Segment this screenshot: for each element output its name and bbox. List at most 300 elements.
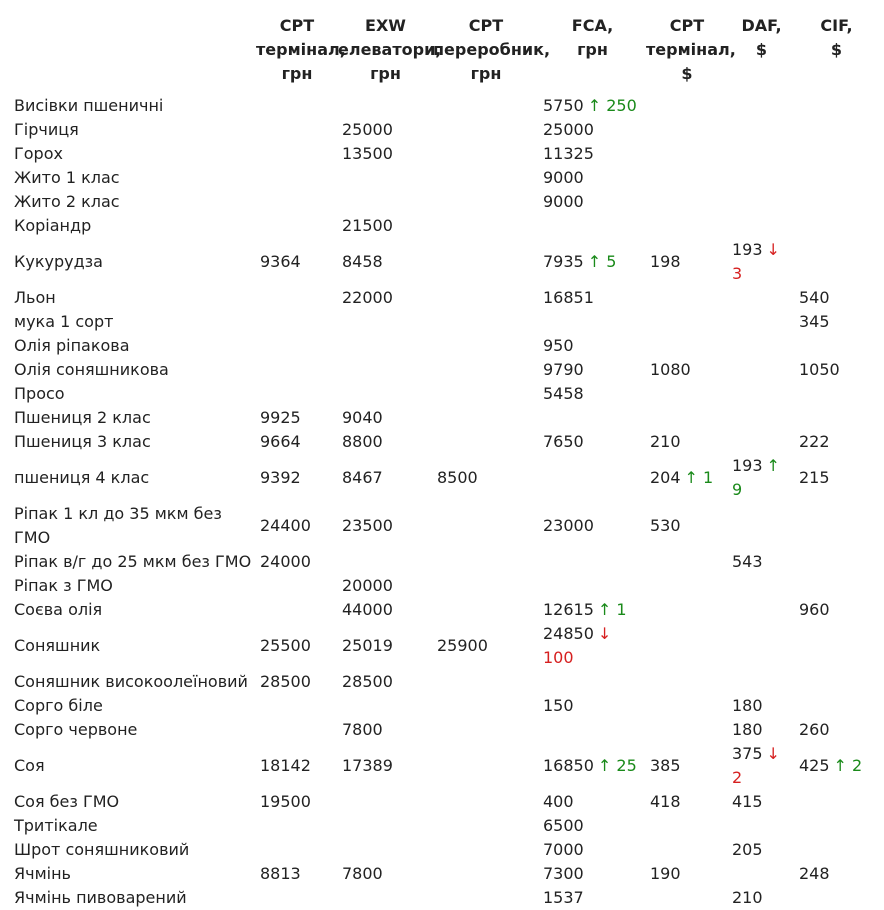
fca-uah-cell (539, 814, 646, 838)
product-name (10, 406, 256, 430)
product-name (10, 286, 256, 310)
daf-usd-cell (728, 814, 795, 838)
fca-uah-cell (539, 406, 646, 430)
cpt-terminal-uah-cell (256, 382, 338, 406)
daf-usd-cell (728, 142, 795, 166)
price-value: 415 (732, 792, 763, 811)
exw-elevators-uah-cell (338, 718, 433, 742)
cpt-terminal-uah-cell (256, 622, 338, 670)
cpt-terminal-usd-cell (646, 502, 728, 550)
product-label: Коріандр (14, 216, 92, 235)
product-label: Соя без ГМО (14, 792, 120, 811)
table-row (10, 622, 878, 670)
cpt-terminal-uah-cell (256, 358, 338, 382)
price-value: 198 (650, 252, 681, 271)
cpt-processor-uah-cell (433, 142, 539, 166)
cpt-processor-uah-cell (433, 694, 539, 718)
daf-usd-cell (728, 382, 795, 406)
price-value: 1080 (650, 360, 691, 379)
cif-usd-cell (795, 670, 878, 694)
cif-usd-cell (795, 430, 878, 454)
price-value: 210 (650, 432, 681, 451)
cpt-terminal-usd-cell (646, 598, 728, 622)
table-row (10, 454, 878, 502)
table-row (10, 718, 878, 742)
fca-uah-cell (539, 694, 646, 718)
exw-elevators-uah-cell (338, 430, 433, 454)
cpt-terminal-uah-cell (256, 334, 338, 358)
cpt-terminal-usd-cell (646, 286, 728, 310)
price-value: 7300 (543, 864, 584, 883)
daf-usd-cell (728, 286, 795, 310)
product-name (10, 430, 256, 454)
fca-uah-cell (539, 454, 646, 502)
cif-usd-cell (795, 694, 878, 718)
cpt-processor-uah-cell (433, 862, 539, 886)
fca-uah-cell (539, 430, 646, 454)
daf-usd-cell (728, 454, 795, 502)
cpt-processor-uah-cell (433, 550, 539, 574)
cpt-processor-uah-cell (433, 814, 539, 838)
product-name (10, 238, 256, 286)
cpt-processor-uah-cell (433, 838, 539, 862)
cif-usd-cell (795, 550, 878, 574)
cpt-terminal-uah-cell (256, 886, 338, 910)
cif-usd-cell (795, 286, 878, 310)
price-change-down: ↓ 100 (543, 624, 612, 667)
cpt-terminal-uah-cell (256, 454, 338, 502)
product-name (10, 838, 256, 862)
daf-usd-cell (728, 742, 795, 790)
fca-uah-cell (539, 142, 646, 166)
fca-uah-cell (539, 334, 646, 358)
product-label: мука 1 сорт (14, 312, 114, 331)
price-change-up: ↑ 5 (587, 252, 617, 271)
exw-elevators-uah-cell (338, 670, 433, 694)
cif-usd-cell (795, 790, 878, 814)
price-value: 204 (650, 468, 681, 487)
product-label: Гірчиця (14, 120, 79, 139)
product-name (10, 118, 256, 142)
price-value: 385 (650, 756, 681, 775)
product-label: Пшениця 2 клас (14, 408, 151, 427)
price-value: 19500 (260, 792, 311, 811)
cpt-processor-uah-cell (433, 886, 539, 910)
table-body (10, 94, 878, 910)
header-daf-usd: DAF, $ (741, 16, 782, 59)
product-label: Соняшник (14, 636, 101, 655)
cpt-terminal-uah-cell (256, 862, 338, 886)
daf-usd-cell (728, 430, 795, 454)
cpt-processor-uah-cell (433, 310, 539, 334)
cpt-processor-uah-cell (433, 190, 539, 214)
table-row (10, 310, 878, 334)
daf-usd-cell (728, 550, 795, 574)
cpt-terminal-usd-cell (646, 670, 728, 694)
fca-uah-cell (539, 838, 646, 862)
fca-uah-cell (539, 742, 646, 790)
daf-usd-cell (728, 670, 795, 694)
fca-uah-cell (539, 118, 646, 142)
fca-uah-cell (539, 358, 646, 382)
fca-uah-cell (539, 214, 646, 238)
daf-usd-cell (728, 358, 795, 382)
product-label: Сорго червоне (14, 720, 138, 739)
cpt-terminal-uah-cell (256, 598, 338, 622)
price-value: 28500 (342, 672, 393, 691)
cpt-terminal-uah-cell (256, 574, 338, 598)
price-value: 418 (650, 792, 681, 811)
table-row (10, 886, 878, 910)
price-change-down: ↓ 2 (732, 744, 780, 787)
product-label: Горох (14, 144, 63, 163)
cif-usd-cell (795, 862, 878, 886)
cpt-terminal-uah-cell (256, 838, 338, 862)
table-row (10, 790, 878, 814)
price-table (10, 14, 878, 910)
price-value: 7800 (342, 720, 383, 739)
cpt-terminal-usd-cell (646, 622, 728, 670)
price-value: 9040 (342, 408, 383, 427)
fca-uah-cell (539, 382, 646, 406)
price-value: 7935 (543, 252, 584, 271)
price-value: 543 (732, 552, 763, 571)
header-cpt-processor-uah: CPT переробник, грн (433, 16, 551, 83)
table-row (10, 190, 878, 214)
cpt-terminal-usd-cell (646, 790, 728, 814)
product-name (10, 886, 256, 910)
product-name (10, 574, 256, 598)
daf-usd-cell (728, 574, 795, 598)
daf-usd-cell (728, 214, 795, 238)
cpt-processor-uah-cell (433, 382, 539, 406)
price-value: 222 (799, 432, 830, 451)
daf-usd-cell (728, 862, 795, 886)
price-change-up: ↑ 1 (597, 600, 627, 619)
fca-uah-cell (539, 310, 646, 334)
exw-elevators-uah-cell (338, 550, 433, 574)
cpt-terminal-uah-cell (256, 550, 338, 574)
price-value: 24850 (543, 624, 594, 643)
price-change-up: ↑ 25 (597, 756, 637, 775)
cpt-terminal-usd-cell (646, 694, 728, 718)
cpt-processor-uah-cell (433, 334, 539, 358)
cpt-processor-uah-cell (433, 574, 539, 598)
cpt-terminal-usd-cell (646, 862, 728, 886)
exw-elevators-uah-cell (338, 694, 433, 718)
cpt-terminal-usd-cell (646, 94, 728, 118)
cif-usd-cell (795, 190, 878, 214)
cpt-processor-uah-cell (433, 622, 539, 670)
product-name (10, 310, 256, 334)
price-value: 950 (543, 336, 574, 355)
price-value: 260 (799, 720, 830, 739)
daf-usd-cell (728, 310, 795, 334)
exw-elevators-uah-cell (338, 406, 433, 430)
cpt-processor-uah-cell (433, 742, 539, 790)
cif-usd-cell (795, 118, 878, 142)
table-row (10, 214, 878, 238)
price-value: 23500 (342, 516, 393, 535)
cpt-terminal-usd-cell (646, 574, 728, 598)
cpt-terminal-uah-cell (256, 94, 338, 118)
product-name (10, 334, 256, 358)
price-value: 193 (732, 456, 763, 475)
daf-usd-cell (728, 790, 795, 814)
table-row (10, 94, 878, 118)
price-value: 7800 (342, 864, 383, 883)
cpt-terminal-usd-cell (646, 838, 728, 862)
fca-uah-cell (539, 886, 646, 910)
fca-uah-cell (539, 598, 646, 622)
cpt-processor-uah-cell (433, 502, 539, 550)
price-change-up: ↑ 2 (833, 756, 863, 775)
product-name (10, 502, 256, 550)
cpt-processor-uah-cell (433, 598, 539, 622)
price-value: 5458 (543, 384, 584, 403)
price-value: 5750 (543, 96, 584, 115)
fca-uah-cell (539, 286, 646, 310)
price-value: 25000 (342, 120, 393, 139)
daf-usd-cell (728, 238, 795, 286)
fca-uah-cell (539, 190, 646, 214)
price-value: 44000 (342, 600, 393, 619)
product-name (10, 670, 256, 694)
price-change-down: ↓ 3 (732, 240, 780, 283)
cif-usd-cell (795, 814, 878, 838)
fca-uah-cell (539, 670, 646, 694)
product-name (10, 142, 256, 166)
product-label: Ріпак з ГМО (14, 576, 113, 595)
table-row (10, 334, 878, 358)
product-name (10, 862, 256, 886)
price-value: 8800 (342, 432, 383, 451)
daf-usd-cell (728, 166, 795, 190)
exw-elevators-uah-cell (338, 118, 433, 142)
product-label: Олія ріпакова (14, 336, 130, 355)
exw-elevators-uah-cell (338, 742, 433, 790)
product-label: Соя (14, 756, 45, 775)
cpt-terminal-uah-cell (256, 670, 338, 694)
product-name (10, 718, 256, 742)
price-value: 9000 (543, 168, 584, 187)
cpt-terminal-usd-cell (646, 430, 728, 454)
product-name (10, 814, 256, 838)
fca-uah-cell (539, 502, 646, 550)
exw-elevators-uah-cell (338, 142, 433, 166)
header-cpt-terminal-uah: CPT термінал, грн (256, 16, 346, 83)
price-value: 8813 (260, 864, 301, 883)
cpt-terminal-uah-cell (256, 430, 338, 454)
exw-elevators-uah-cell (338, 862, 433, 886)
exw-elevators-uah-cell (338, 190, 433, 214)
cif-usd-cell (795, 886, 878, 910)
cpt-terminal-uah-cell (256, 238, 338, 286)
product-label: Кукурудза (14, 252, 103, 271)
price-value: 8500 (437, 468, 478, 487)
daf-usd-cell (728, 94, 795, 118)
product-name (10, 190, 256, 214)
price-value: 25500 (260, 636, 311, 655)
cpt-processor-uah-cell (433, 454, 539, 502)
price-value: 8458 (342, 252, 383, 271)
header-exw-elevators-uah: EXW елеватори, грн (338, 16, 442, 83)
table-row (10, 502, 878, 550)
exw-elevators-uah-cell (338, 886, 433, 910)
cif-usd-cell (795, 742, 878, 790)
product-name (10, 622, 256, 670)
price-value: 24000 (260, 552, 311, 571)
price-value: 9000 (543, 192, 584, 211)
price-value: 150 (543, 696, 574, 715)
price-value: 530 (650, 516, 681, 535)
product-label: Соняшник високоолеїновий (14, 672, 248, 691)
daf-usd-cell (728, 838, 795, 862)
cpt-terminal-uah-cell (256, 214, 338, 238)
price-value: 375 (732, 744, 763, 763)
cpt-terminal-usd-cell (646, 886, 728, 910)
cif-usd-cell (795, 502, 878, 550)
cpt-terminal-uah-cell (256, 502, 338, 550)
fca-uah-cell (539, 550, 646, 574)
cpt-terminal-uah-cell (256, 190, 338, 214)
price-value: 425 (799, 756, 830, 775)
cpt-terminal-usd-cell (646, 814, 728, 838)
product-label: Ячмінь (14, 864, 71, 883)
price-value: 960 (799, 600, 830, 619)
header-cif-usd: CIF, $ (820, 16, 853, 59)
exw-elevators-uah-cell (338, 622, 433, 670)
cpt-processor-uah-cell (433, 118, 539, 142)
header-row (10, 14, 878, 94)
price-value: 215 (799, 468, 830, 487)
cpt-processor-uah-cell (433, 670, 539, 694)
price-change-up: ↑ 9 (732, 456, 780, 499)
exw-elevators-uah-cell (338, 574, 433, 598)
cpt-terminal-uah-cell (256, 694, 338, 718)
table-row (10, 166, 878, 190)
product-name (10, 94, 256, 118)
cif-usd-cell (795, 94, 878, 118)
cpt-processor-uah-cell (433, 166, 539, 190)
cpt-terminal-usd-cell (646, 550, 728, 574)
product-label: Ріпак в/г до 25 мкм без ГМО (14, 552, 252, 571)
cpt-processor-uah-cell (433, 718, 539, 742)
cif-usd-cell (795, 454, 878, 502)
product-label: Жито 1 клас (14, 168, 120, 187)
daf-usd-cell (728, 598, 795, 622)
cpt-terminal-usd-cell (646, 454, 728, 502)
daf-usd-cell (728, 622, 795, 670)
cif-usd-cell (795, 382, 878, 406)
price-value: 9364 (260, 252, 301, 271)
cpt-terminal-uah-cell (256, 310, 338, 334)
table-row (10, 238, 878, 286)
cpt-processor-uah-cell (433, 238, 539, 286)
price-value: 345 (799, 312, 830, 331)
table-row (10, 670, 878, 694)
cif-usd-cell (795, 310, 878, 334)
exw-elevators-uah-cell (338, 790, 433, 814)
product-label: Висівки пшеничні (14, 96, 164, 115)
price-value: 540 (799, 288, 830, 307)
product-name (10, 790, 256, 814)
product-name (10, 166, 256, 190)
cif-usd-cell (795, 622, 878, 670)
cpt-terminal-usd-cell (646, 118, 728, 142)
price-value: 11325 (543, 144, 594, 163)
fca-uah-cell (539, 790, 646, 814)
cpt-terminal-uah-cell (256, 118, 338, 142)
table-row (10, 286, 878, 310)
fca-uah-cell (539, 718, 646, 742)
cif-usd-cell (795, 166, 878, 190)
price-value: 248 (799, 864, 830, 883)
table-row (10, 862, 878, 886)
product-name (10, 454, 256, 502)
table-row (10, 142, 878, 166)
product-name (10, 550, 256, 574)
cpt-processor-uah-cell (433, 94, 539, 118)
product-label: Тритікале (14, 816, 98, 835)
price-value: 7000 (543, 840, 584, 859)
price-change-up: ↑ 1 (684, 468, 714, 487)
table-row (10, 382, 878, 406)
price-value: 9392 (260, 468, 301, 487)
product-label: Просо (14, 384, 65, 403)
cpt-terminal-usd-cell (646, 718, 728, 742)
fca-uah-cell (539, 862, 646, 886)
cpt-processor-uah-cell (433, 430, 539, 454)
product-label: Жито 2 клас (14, 192, 120, 211)
product-name (10, 358, 256, 382)
price-value: 180 (732, 696, 763, 715)
cpt-processor-uah-cell (433, 286, 539, 310)
daf-usd-cell (728, 718, 795, 742)
price-value: 25000 (543, 120, 594, 139)
cpt-terminal-usd-cell (646, 166, 728, 190)
price-value: 9790 (543, 360, 584, 379)
cif-usd-cell (795, 334, 878, 358)
price-value: 22000 (342, 288, 393, 307)
cif-usd-cell (795, 406, 878, 430)
price-value: 8467 (342, 468, 383, 487)
cpt-terminal-usd-cell (646, 742, 728, 790)
cpt-terminal-usd-cell (646, 238, 728, 286)
exw-elevators-uah-cell (338, 214, 433, 238)
price-value: 210 (732, 888, 763, 907)
exw-elevators-uah-cell (338, 310, 433, 334)
product-label: Ріпак 1 кл до 35 мкм без ГМО (14, 504, 222, 547)
exw-elevators-uah-cell (338, 382, 433, 406)
price-value: 1537 (543, 888, 584, 907)
table-row (10, 694, 878, 718)
fca-uah-cell (539, 238, 646, 286)
table-row (10, 430, 878, 454)
cpt-terminal-usd-cell (646, 214, 728, 238)
price-value: 400 (543, 792, 574, 811)
product-name (10, 598, 256, 622)
table-row (10, 118, 878, 142)
price-value: 180 (732, 720, 763, 739)
price-value: 25019 (342, 636, 393, 655)
table-row (10, 742, 878, 790)
exw-elevators-uah-cell (338, 358, 433, 382)
exw-elevators-uah-cell (338, 838, 433, 862)
cpt-terminal-uah-cell (256, 790, 338, 814)
price-value: 205 (732, 840, 763, 859)
header-product (10, 14, 256, 94)
